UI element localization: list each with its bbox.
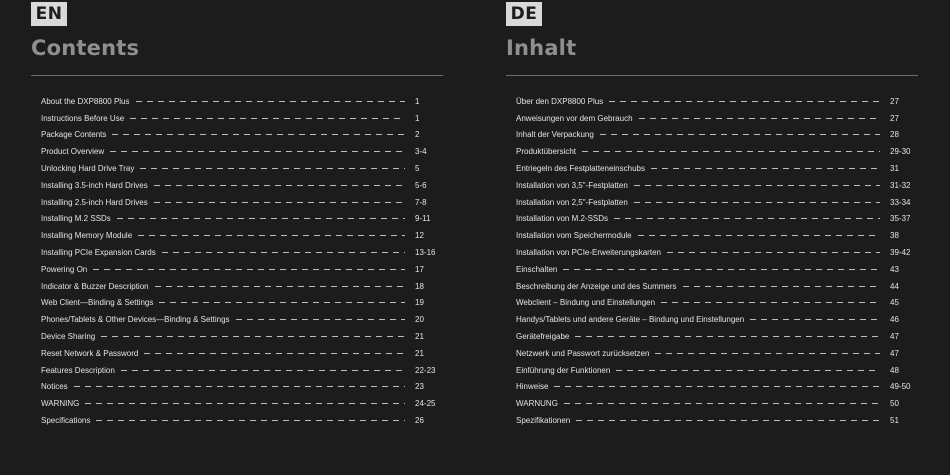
toc-entry-page: 33-34 [890,197,911,207]
toc-entry[interactable] [41,177,441,194]
toc-entry-label: Installation von M.2-SSDs [516,214,609,224]
toc-entry-label: Installation von PCIe-Erweiterungskarten [516,248,661,258]
toc-entry-page: 22-23 [415,365,436,375]
toc-entry[interactable] [516,379,916,396]
toc-entry[interactable] [41,244,441,261]
toc-entry-label: Spezifikationen [516,416,571,426]
toc-entry-label: Installation von 3,5"-Festplatten [516,180,628,190]
toc-entry-page: 12 [415,231,424,241]
toc-entry-page: 7-8 [415,197,427,207]
toc-entry[interactable] [516,362,916,379]
toc-entry-label: Phones/Tablets & Other Devices—Binding & Settings [41,315,230,325]
toc-entry-page: 2 [415,130,420,140]
dotted-leader [575,336,880,337]
dotted-leader [651,168,880,169]
dotted-leader [634,185,880,186]
toc-entry-label: Produktübersicht [516,147,577,157]
toc-entry-label: WARNUNG [516,399,558,409]
toc-entry-label: Notices [41,382,68,392]
contents-heading: Contents [31,36,140,60]
toc-entry-page: 27 [890,113,899,123]
toc-entry-page: 17 [415,264,424,274]
toc-entry[interactable] [41,93,441,110]
toc-entry[interactable] [41,194,441,211]
toc-entry-page: 13-16 [415,248,436,258]
toc-entry-page: 27 [890,96,899,106]
toc-entry-page: 24-25 [415,399,436,409]
dotted-leader [576,420,880,421]
dotted-leader [614,218,880,219]
toc-entry[interactable] [516,227,916,244]
toc-entry-label: Einschalten [516,264,558,274]
dotted-leader [154,185,405,186]
toc-entry-page: 19 [415,298,424,308]
toc-entry[interactable] [516,311,916,328]
toc-entry-label: Reset Network & Password [41,348,139,358]
toc-entry-page: 43 [890,264,899,274]
dotted-leader [655,353,880,354]
toc-entry[interactable] [516,278,916,295]
toc-entry-label: Gerätefreigabe [516,332,570,342]
toc-entry-label: Netzwerk und Passwort zurücksetzen [516,348,650,358]
dotted-leader [600,134,880,135]
toc-entry-label: Über den DXP8800 Plus [516,96,604,106]
toc-entry-page: 29-30 [890,147,911,157]
toc-entry[interactable] [41,127,441,144]
dotted-leader [667,252,880,253]
dotted-leader [582,151,880,152]
dotted-leader [85,403,405,404]
toc-entry[interactable] [41,143,441,160]
toc-entry-page: 28 [890,130,899,140]
dotted-leader [563,269,880,270]
toc-entry[interactable] [41,261,441,278]
toc-entry-page: 1 [415,96,420,106]
toc-entry-label: Installation von 2,5"-Festplatten [516,197,628,207]
toc-entry[interactable] [516,412,916,429]
toc-entry-label: Einführung der Funktionen [516,365,611,375]
dotted-leader [101,336,405,337]
toc-entry-page: 49-50 [890,382,911,392]
toc-entry-label: Instructions Before Use [41,113,125,123]
toc-entry-page: 38 [890,231,899,241]
toc-entry[interactable] [516,295,916,312]
toc-entry[interactable] [41,110,441,127]
toc-entry-label: Device Sharing [41,332,96,342]
toc-entry[interactable] [41,328,441,345]
dotted-leader [236,319,405,320]
language-badge-en: EN [31,2,67,26]
heading-divider-en [31,75,443,76]
dotted-leader [634,202,880,203]
toc-entry[interactable] [516,244,916,261]
dotted-leader [154,202,405,203]
dotted-leader [117,218,405,219]
dotted-leader [639,118,880,119]
toc-entry[interactable] [516,160,916,177]
dotted-leader [155,286,405,287]
dotted-leader [110,151,405,152]
dotted-leader [138,235,405,236]
toc-entry-label: Entriegeln des Festplatteneinschubs [516,164,645,174]
toc-entry[interactable] [516,211,916,228]
toc-entry[interactable] [516,328,916,345]
dotted-leader [683,286,880,287]
dotted-leader [159,302,405,303]
toc-entry-page: 31 [890,164,899,174]
toc-entry[interactable] [41,395,441,412]
dotted-leader [554,386,880,387]
toc-entry[interactable] [516,261,916,278]
toc-entry-page: 23 [415,382,424,392]
toc-entry[interactable] [41,211,441,228]
toc-entry-label: Installation vom Speichermodule [516,231,632,241]
dotted-leader [140,168,405,169]
toc-entry-page: 50 [890,399,899,409]
toc-entry-page: 31-32 [890,180,911,190]
toc-entry-label: Powering On [41,264,88,274]
toc-entry-page: 46 [890,315,899,325]
toc-entry[interactable] [516,177,916,194]
toc-entry[interactable] [41,227,441,244]
dotted-leader [112,134,405,135]
toc-entry[interactable] [41,278,441,295]
toc-entry[interactable] [516,194,916,211]
dotted-leader [661,302,880,303]
toc-entry-label: Unlocking Hard Drive Tray [41,164,135,174]
toc-entry-page: 20 [415,315,424,325]
dotted-leader [638,235,880,236]
toc-entry-page: 26 [415,416,424,426]
dotted-leader [93,269,405,270]
toc-entry-label: Handys/Tablets und andere Geräte – Bindung und Einstellungen [516,315,745,325]
dotted-leader [609,101,880,102]
toc-entry-page: 47 [890,332,899,342]
dotted-leader [616,370,880,371]
language-badge-de: DE [506,2,542,26]
dotted-leader [130,118,405,119]
toc-entry-label: Hinweise [516,382,549,392]
toc-entry[interactable] [41,160,441,177]
toc-entry-page: 48 [890,365,899,375]
toc-entry[interactable] [516,395,916,412]
dotted-leader [162,252,405,253]
toc-entry-page: 44 [890,281,899,291]
toc-entry-label: Features Description [41,365,115,375]
toc-entry-label: Installing PCIe Expansion Cards [41,248,156,258]
toc-entry[interactable] [41,412,441,429]
heading-divider-de [506,75,918,76]
toc-entry-label: About the DXP8800 Plus [41,96,130,106]
toc-entry-page: 51 [890,416,899,426]
toc-entry-page: 47 [890,348,899,358]
toc-entry[interactable] [41,295,441,312]
dotted-leader [136,101,405,102]
toc-entry-label: Installing M.2 SSDs [41,214,111,224]
toc-entry-label: Indicator & Buzzer Description [41,281,149,291]
toc-entry-page: 9-11 [415,214,431,224]
toc-entry-page: 5 [415,164,420,174]
dotted-leader [121,370,405,371]
inhalt-heading: Inhalt [506,36,577,60]
toc-entry-page: 3-4 [415,147,427,157]
toc-entry[interactable] [41,311,441,328]
toc-entry[interactable] [41,345,441,362]
toc-entry-label: Installing 2.5-inch Hard Drives [41,197,148,207]
toc-list-en [41,93,441,429]
dotted-leader [96,420,405,421]
toc-entry-label: Inhalt der Verpackung [516,130,594,140]
toc-entry-page: 18 [415,281,424,291]
dotted-leader [750,319,880,320]
toc-entry-label: Specifications [41,416,91,426]
toc-entry-page: 35-37 [890,214,911,224]
toc-entry[interactable] [41,362,441,379]
toc-entry[interactable] [41,379,441,396]
toc-entry[interactable] [516,93,916,110]
toc-entry[interactable] [516,143,916,160]
toc-entry[interactable] [516,110,916,127]
toc-entry-label: WARNING [41,399,80,409]
toc-entry-page: 1 [415,113,420,123]
toc-entry-label: Web Client—Binding & Settings [41,298,154,308]
toc-entry[interactable] [516,127,916,144]
toc-entry-label: Beschreibung der Anzeige und des Summers [516,281,677,291]
toc-entry-label: Anweisungen vor dem Gebrauch [516,113,633,123]
toc-entry-label: Installing 3.5-inch Hard Drives [41,180,148,190]
toc-entry-page: 21 [415,332,424,342]
toc-entry-page: 39-42 [890,248,911,258]
dotted-leader [74,386,405,387]
toc-entry-page: 5-6 [415,180,427,190]
dotted-leader [144,353,405,354]
dotted-leader [564,403,880,404]
toc-entry-label: Webclient – Bindung und Einstellungen [516,298,656,308]
toc-entry-page: 45 [890,298,899,308]
toc-entry-page: 21 [415,348,424,358]
toc-entry[interactable] [516,345,916,362]
toc-list-de [516,93,916,429]
toc-entry-label: Installing Memory Module [41,231,133,241]
toc-entry-label: Product Overview [41,147,105,157]
toc-entry-label: Package Contents [41,130,107,140]
